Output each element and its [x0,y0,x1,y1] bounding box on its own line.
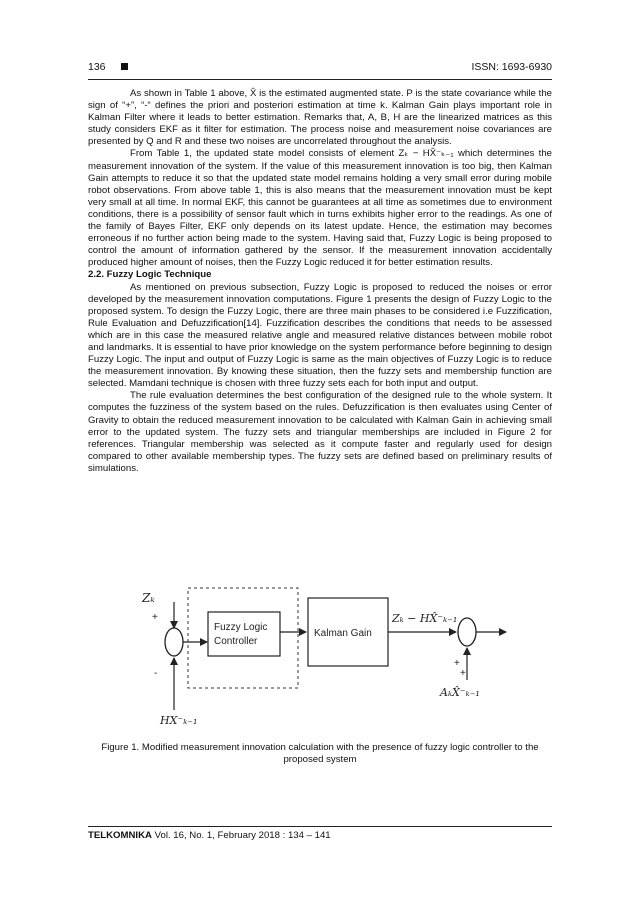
summing-junction-1 [165,628,183,656]
sum2-plus-left: + [454,658,460,669]
state-label: AₖX̂⁻ₖ₋₁ [440,686,480,699]
fuzzy-block-line1: Fuzzy Logic [214,622,268,633]
paragraph: As mentioned on previous subsection, Fuzzy Logic is proposed to reduced the noises or error developed by the measurement innovation computations. Figure 1 presents the design of Fuzzy Logic to the proposed system. To design the Fuzzy Logic, there are three main phases to be considered i.e Fuzzification, Rule Evaluation and Defuzzification[14]. Fuzzification describes the conditions that needs to be assessed which are in this case the measured relative angle and measured relative distances between mobile robot and landmarks. It is essential to have prior knowledge on the system performance before beginning to design Fuzzy Logic. The input and output of Fuzzy Logic is same as the main objectives of Fuzzy Logic is to reduce the measurement innovation. By knowing these situation, then the fuzzy sets and membership function are selected. Mamdani technique is chosen with three fuzzy sets each for both input and output. [88,281,552,390]
summing-junction-2 [458,618,476,646]
article-body [88,88,552,475]
paragraph: From Table 1, the updated state model consists of element Zₖ − HX̂⁻ₖ₋₁ which determines the measurement innovation of the system. If the value of this measurement innovation is too big, then Kalman Gain attempts to reduce it so that the updated state model remains holding a very small error during mobile robot observations. From above table 1, this is also means that the measurement innovation must be kept very small at all time. In normal EKF, this cannot be guarantees at all time as sometimes due to environment conditions, there is a possibility of sensor fault which in turns exhibits higher error to the readings. As one of the family of Bayes Filter, EKF only depends on its latest update. Hence, the estimation may becomes erroneous if no further action being made to the system. Having said that, Fuzzy Logic is being proposed to control the amount of information gathered by the sensor. If the measurement innovation accidentally produced higher amount of noises, then the Fuzzy Logic reduced it for better estimation results. [88,148,552,269]
header-divider [88,79,552,80]
issn-label: ISSN: 1693-6930 [471,61,552,73]
page-number: 136 [88,61,106,73]
sum2-plus-bottom: + [460,668,466,679]
sum1-plus-top: + [152,612,158,623]
footer-divider [88,826,552,827]
page-header [88,61,552,77]
fuzzy-block-line2: Controller [214,636,258,647]
square-bullet-icon [121,63,128,70]
feedback-label: HX⁻ₖ₋₁ [160,714,198,727]
innovation-label: Zₖ − HX̂⁻ₖ₋₁ [392,612,458,625]
page-footer [88,830,331,841]
journal-name: TELKOMNIKA [88,830,152,841]
paragraph: As shown in Table 1 above, X̂ is the estimated augmented state. P is the state covariance while the sign of “+”, “-“ defines the priori and posteriori estimation at time k. Kalman Gain plays important role in Kalman Filter where it leads to better estimation. Remarks that, A, B, H are the linearized matrices as this study considers EKF as it filter for estimation. The process noise and measurement noise covariances are presented by Q and R and these two noises are uncorrelated throughout the analysis. [88,88,552,148]
journal-details: Vol. 16, No. 1, February 2018 : 134 – 141 [154,830,331,841]
input-label: Zₖ [142,591,155,605]
paragraph: The rule evaluation determines the best configuration of the designed rule to the whole system. It computes the fuzziness of the system based on the rules. Defuzzification is then evaluates using Center of Gravity to obtain the reduced measurement innovation to be calculated with Kalman Gain in achieving small error to the updated system. The fuzzy sets and triangular memberships are included in Figure 2 for references. Triangular membership was selected as it compute faster and regularly used for design compared to other available membership types. The fuzzy sets are defined based on preliminary results of simulations. [88,390,552,474]
figure-caption: Figure 1. Modified measurement innovation calculation with the presence of fuzzy logic controller to the proposed system [101,742,539,765]
section-heading: 2.2. Fuzzy Logic Technique [88,269,212,281]
fuzzy-logic-block [208,612,280,656]
kalman-block-label: Kalman Gain [314,628,372,639]
sum1-minus: - [154,668,158,679]
figure-1-diagram [130,580,510,740]
